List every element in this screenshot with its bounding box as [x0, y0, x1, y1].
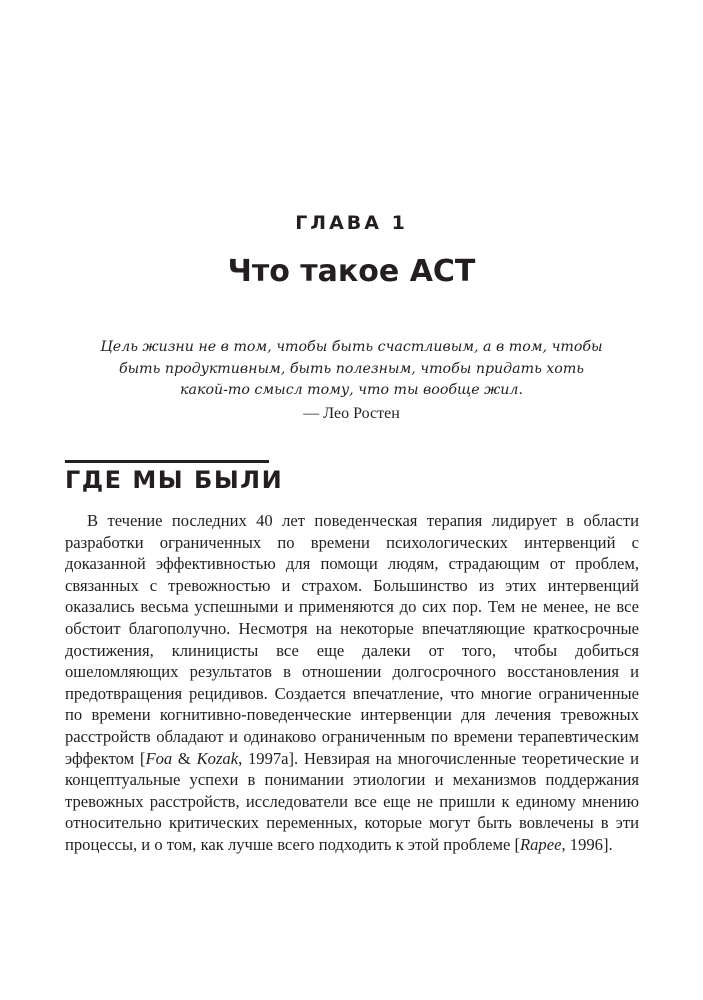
chapter-title: Что такое ACT: [227, 254, 476, 289]
epigraph-line: Цель жизни не в том, чтобы быть счастливым, а в том, чтобы: [100, 339, 603, 355]
citation-author: Rapee: [520, 834, 562, 854]
citation-ampersand: &: [172, 748, 197, 768]
citation-author: Kozak: [196, 748, 239, 768]
paragraph-text: , 1996].: [561, 834, 613, 854]
body-paragraph: [65, 510, 639, 856]
citation-author: Foa: [145, 748, 173, 768]
epigraph-line: какой-то смысл тому, что ты вообще жил.: [180, 382, 523, 398]
epigraph-line: быть продуктивным, быть полезным, чтобы придать хоть: [118, 360, 585, 377]
section-heading: ГДЕ МЫ БЫЛИ: [65, 466, 284, 494]
epigraph-author: — Лео Ростен: [303, 405, 400, 422]
section-rule: [65, 460, 269, 463]
paragraph-text: В течение последних 40 лет поведенческая терапия лидирует в области разработки ограниченных по времени психологических интервенций с доказанной эффективностью для помощи людям, страдающим от проблем, связанных с тревожностью и страхом. Большинство из этих интервенций оказались весьма успешными и применяются до сих пор. Тем не менее, не все обстоит благополучно. Несмотря на некоторые впечатляющие краткосрочные достижения, клиницисты все еще далеки от того, чтобы добиться ошеломляющих результатов в отношении долгосрочного восстановления и предотвращения рецидивов. Создается впечатление, что многие ограниченные по времени когнитивно-поведенческие интервенции для лечения тревожных расстройств обладают и одинаково ограниченным по времени терапевтическим эффектом [: [65, 511, 639, 768]
chapter-label: ГЛАВА 1: [295, 212, 408, 234]
paragraph-text: , 1997а]. Невзирая на многочисленные теоретические и концептуальные успехи в понимании этиологии и механизмов поддержания тревожных расстройств, исследователи все еще не пришли к единому мнению относительно критических переменных, которые могут быть вовлечены в эти процессы, и о том, как лучше всего подходить к этой проблеме [: [65, 748, 639, 854]
epigraph-quote: [100, 337, 603, 402]
